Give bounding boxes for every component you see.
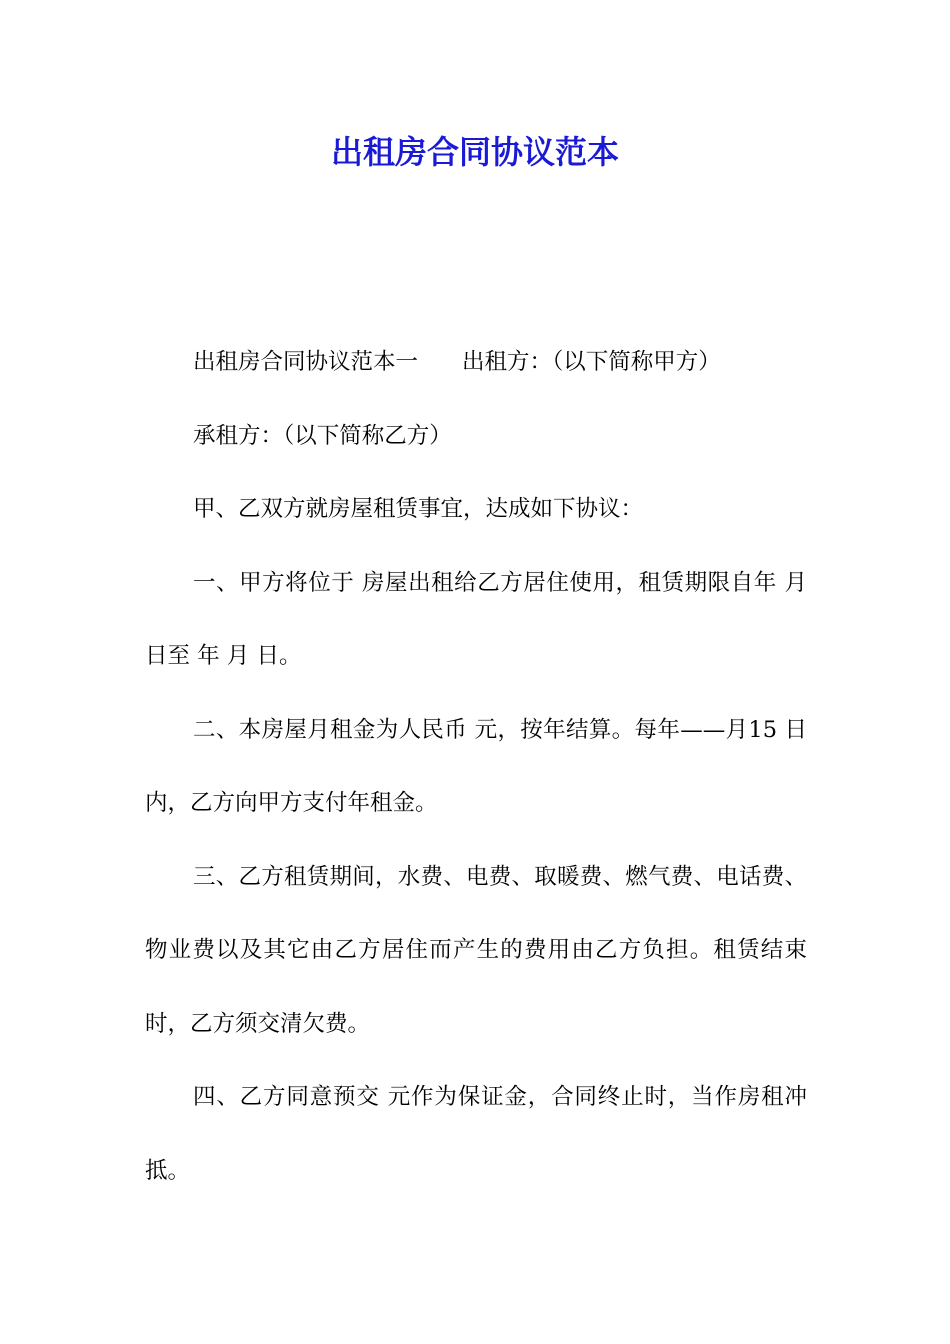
paragraph-clause-2: 二、本房屋月租金为人民币 元，按年结算。每年——月15 日内，乙方向甲方支付年租金。: [145, 716, 807, 816]
document-body: [145, 326, 807, 1208]
paragraph-intro: [145, 326, 807, 400]
paragraph-agreement: 甲、乙双方就房屋租赁事宜，达成如下协议：: [193, 496, 644, 522]
paragraph-clause-4: 四、乙方同意预交 元作为保证金，合同终止时，当作房租冲抵。: [145, 1084, 807, 1184]
document-title: 出租房合同协议范本: [330, 133, 619, 171]
lessor-line: 出租方：（以下简称甲方）: [462, 349, 721, 375]
paragraph-clause-1: 一、甲方将位于 房屋出租给乙方居住使用，租赁期限自年 月 日至 年 月 日。: [145, 569, 807, 669]
paragraph-clause-3: 三、乙方租赁期间，水费、电费、取暖费、燃气费、电话费、物业费以及其它由乙方居住而产生的费用由乙方负担。租赁结束时，乙方须交清欠费。: [145, 863, 807, 1037]
paragraph-lessee: 承租方：（以下简称乙方）: [193, 422, 452, 449]
agreement-heading: 出租房合同协议范本一: [193, 349, 419, 375]
